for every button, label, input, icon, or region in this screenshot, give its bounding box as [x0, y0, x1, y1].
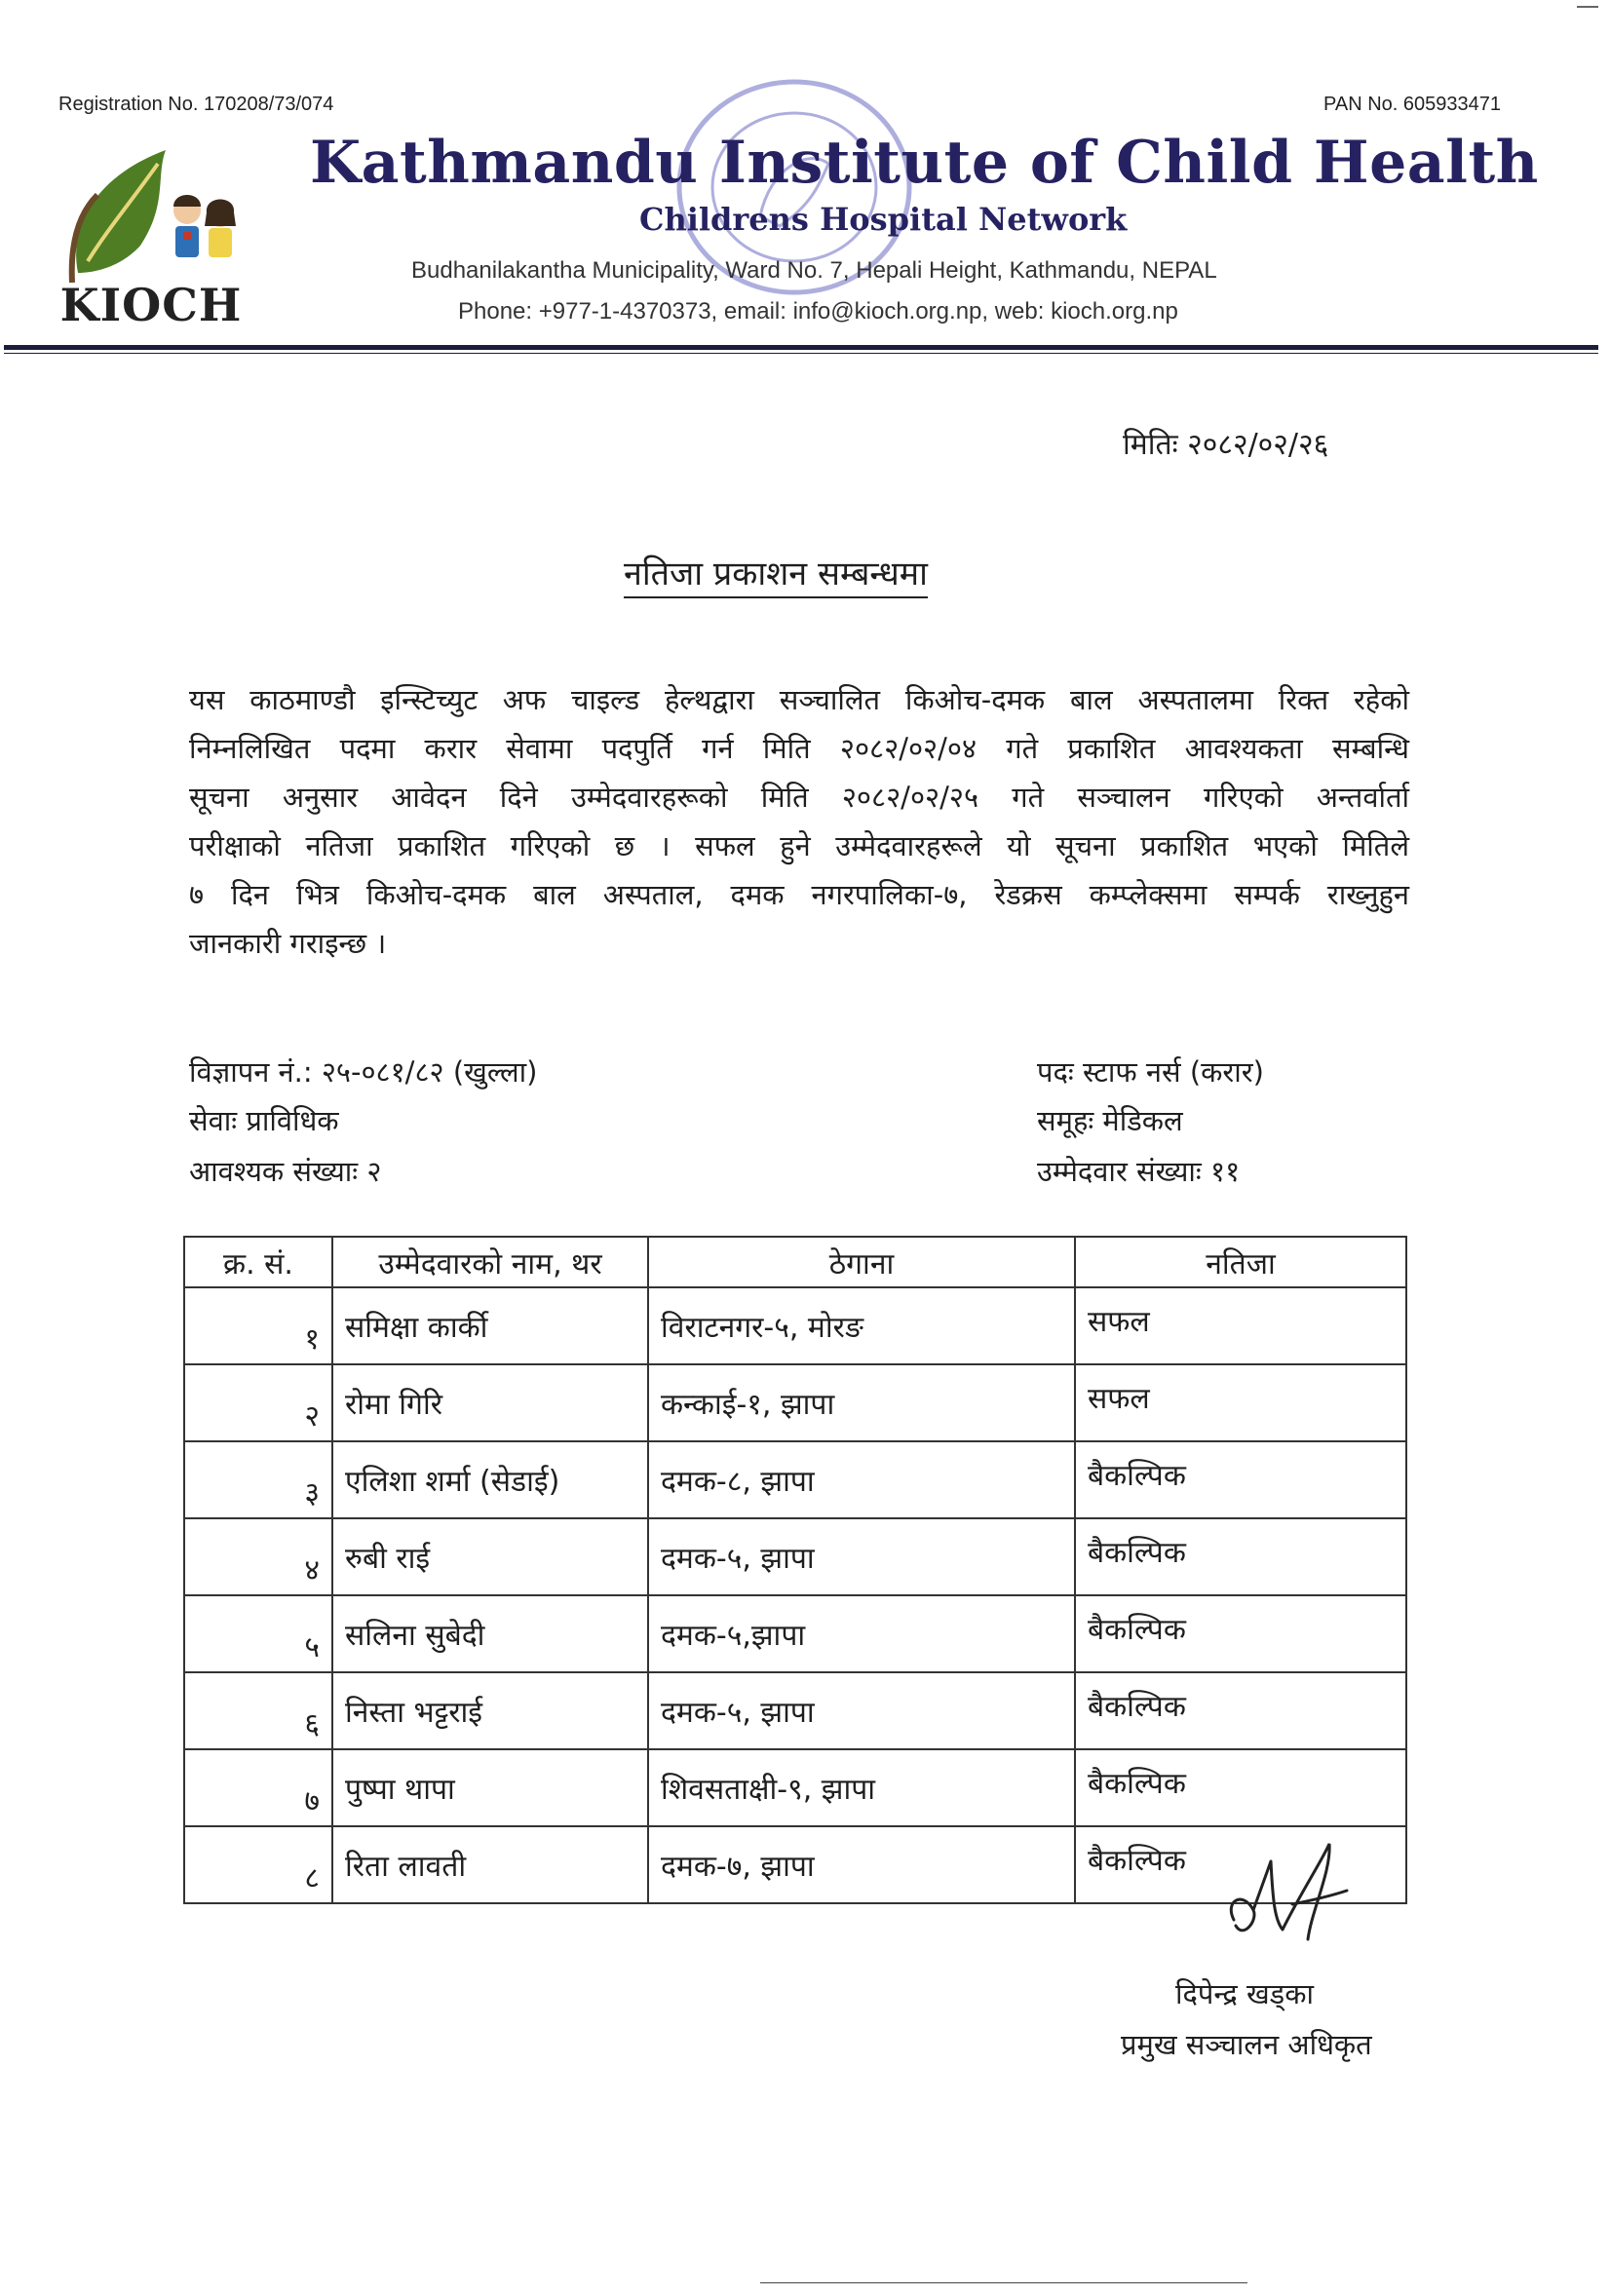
cell-name: एलिशा शर्मा (सेडाई)	[332, 1441, 648, 1518]
cell-address: विराटनगर-५, मोरङ	[648, 1287, 1075, 1364]
table-row	[184, 1749, 1406, 1826]
post-name: पदः स्टाफ नर्स (करार)	[1037, 1055, 1264, 1089]
cell-address: दमक-५, झापा	[648, 1672, 1075, 1749]
cell-name: सलिना सुबेदी	[332, 1595, 648, 1672]
paragraph-line: सूचना अनुसार आवेदन दिने उम्मेदवारहरूको मिति २०८२/०२/२५ गते सञ्चालन गरिएको अन्तर्वार्ता	[189, 781, 1409, 814]
cell-result: बैकल्पिक	[1075, 1826, 1406, 1903]
handwritten-signature	[1214, 1832, 1361, 1959]
results-table	[183, 1236, 1407, 1904]
institute-address: Budhanilakantha Municipality, Ward No. 7, Hepali Height, Kathmandu, NEPAL	[411, 257, 1217, 284]
cell-address: दमक-८, झापा	[648, 1441, 1075, 1518]
paragraph-line: ७ दिन भित्र किओच-दमक बाल अस्पताल, दमक नगरपालिका-७, रेडक्रस कम्प्लेक्समा सम्पर्क राख्नुहुन	[189, 878, 1409, 911]
cell-name: रोमा गिरि	[332, 1364, 648, 1441]
cell-result: बैकल्पिक	[1075, 1595, 1406, 1672]
header-divider-thin	[4, 353, 1598, 354]
signatory-name: दिपेन्द्र खड्का	[1175, 1977, 1314, 2010]
network-name: Childrens Hospital Network	[639, 201, 1128, 238]
cell-name: निस्ता भट्टराई	[332, 1672, 648, 1749]
paragraph-line: परीक्षाको नतिजा प्रकाशित गरिएको छ । सफल हुने उम्मेदवारहरूले यो सूचना प्रकाशित भएको मितिले	[189, 829, 1409, 862]
cell-result: बैकल्पिक	[1075, 1672, 1406, 1749]
group-name: समूहः मेडिकल	[1037, 1104, 1183, 1137]
leaf-children-icon	[58, 136, 244, 283]
paragraph-line: निम्नलिखित पदमा करार सेवामा पदपुर्ति गर्न मिति २०८२/०२/०४ गते प्रकाशित आवश्यकता सम्बन्धि	[189, 732, 1409, 765]
cell-address: दमक-५,झापा	[648, 1595, 1075, 1672]
candidate-count: उम्मेदवार संख्याः ११	[1037, 1155, 1241, 1188]
table-row	[184, 1364, 1406, 1441]
cell-name: रुबी राई	[332, 1518, 648, 1595]
table-row	[184, 1518, 1406, 1595]
institute-contact: Phone: +977-1-4370373, email: info@kioch.org.np, web: kioch.org.np	[458, 298, 1178, 325]
cell-address: शिवसताक्षी-९, झापा	[648, 1749, 1075, 1826]
table-row	[184, 1595, 1406, 1672]
header-address: ठेगाना	[648, 1237, 1075, 1287]
letter-date: मितिः २०८२/०२/२६	[1123, 428, 1329, 462]
table-header-row	[184, 1237, 1406, 1287]
letter-paragraph	[189, 680, 1409, 973]
institute-name: Kathmandu Institute of Child Health	[310, 129, 1539, 197]
header-divider	[4, 345, 1598, 350]
top-edge-mark	[1577, 6, 1598, 8]
cell-serial: ८	[184, 1826, 332, 1903]
header-name: उम्मेदवारको नाम, थर	[332, 1237, 648, 1287]
letter-subject: नतिजा प्रकाशन सम्बन्धमा	[624, 550, 928, 598]
cell-serial: २	[184, 1364, 332, 1441]
header-serial: क्र. सं.	[184, 1237, 332, 1287]
cell-name: समिक्षा कार्की	[332, 1287, 648, 1364]
cell-address: कन्काई-१, झापा	[648, 1364, 1075, 1441]
signatory-title: प्रमुख सञ्चालन अधिकृत	[1121, 2028, 1372, 2061]
vacancy-number: विज्ञापन नं.: २५-०८१/८२ (खुल्ला)	[189, 1055, 538, 1089]
cell-name: पुष्पा थापा	[332, 1749, 648, 1826]
cell-serial: १	[184, 1287, 332, 1364]
table-row	[184, 1441, 1406, 1518]
cell-result: बैकल्पिक	[1075, 1441, 1406, 1518]
table-row	[184, 1287, 1406, 1364]
cell-result: बैकल्पिक	[1075, 1518, 1406, 1595]
paragraph-line: यस काठमाण्डौ इन्स्टिच्युट अफ चाइल्ड हेल्थद्वारा सञ्चालित किओच-दमक बाल अस्पतालमा रिक्त रहेको	[189, 683, 1409, 716]
cell-result: सफल	[1075, 1364, 1406, 1441]
cell-serial: ६	[184, 1672, 332, 1749]
cell-address: दमक-७, झापा	[648, 1826, 1075, 1903]
footer-line	[760, 2282, 1247, 2283]
paragraph-line: जानकारी गराइन्छ ।	[189, 927, 387, 960]
cell-serial: ५	[184, 1595, 332, 1672]
cell-serial: ७	[184, 1749, 332, 1826]
cell-result: सफल	[1075, 1287, 1406, 1364]
kioch-logo	[58, 136, 244, 331]
pan-number: PAN No. 605933471	[1323, 94, 1501, 115]
cell-name: रिता लावती	[332, 1826, 648, 1903]
signature-icon	[1214, 1832, 1361, 1959]
registration-number: Registration No. 170208/73/074	[58, 94, 334, 115]
logo-wordmark: KIOCH	[59, 279, 243, 331]
header-result: नतिजा	[1075, 1237, 1406, 1287]
cell-serial: ४	[184, 1518, 332, 1595]
cell-serial: ३	[184, 1441, 332, 1518]
cell-result: बैकल्पिक	[1075, 1749, 1406, 1826]
cell-address: दमक-५, झापा	[648, 1518, 1075, 1595]
service-type: सेवाः प्राविधिक	[189, 1104, 339, 1137]
table-row	[184, 1672, 1406, 1749]
required-count: आवश्यक संख्याः २	[189, 1155, 382, 1188]
